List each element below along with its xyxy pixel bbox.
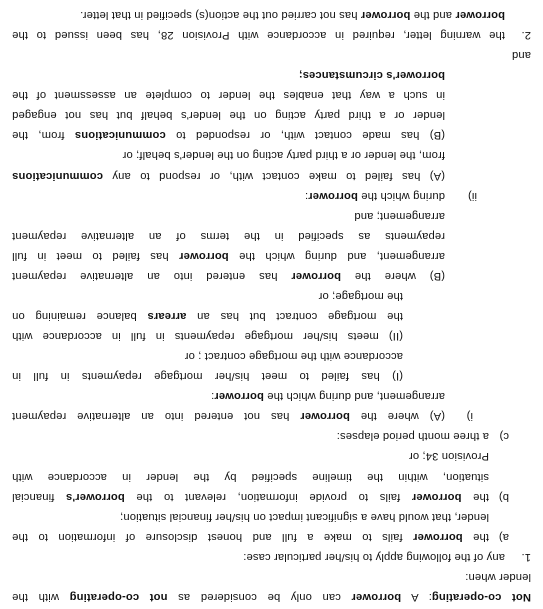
defined-term: borrower's bbox=[65, 490, 125, 503]
defined-term: communications bbox=[12, 169, 103, 182]
subitem-ii-text: during which the borrower: bbox=[304, 189, 445, 202]
item-a-text: the borrower fails to make a full and honest disclosure of information to the bbox=[12, 530, 489, 543]
subitem-ii-a-text: (A) has failed to make contact with, or respond to any communications bbox=[12, 169, 445, 182]
defined-term: arrears bbox=[147, 310, 187, 322]
clause-ii-text: (II) meets his/her mortgage repayments in full in accordance with bbox=[12, 330, 403, 343]
item-number: 2. bbox=[521, 29, 531, 42]
defined-term: borrower bbox=[411, 490, 462, 503]
item-b-text-cont: situation, within the timeline specified by the lender in accordance with bbox=[12, 470, 489, 483]
item-1-text: any of the following apply to his/her particular case: bbox=[243, 550, 505, 563]
subitem-i-b-text-cont2: repayments as specified in the terms of an alternative repayment bbox=[12, 229, 445, 242]
item-2-text-cont: borrower and the borrower has not carried out the action(s) specified in that letter. bbox=[79, 9, 505, 21]
subitem-ii-b-text-cont: lender or a third party acting on the lender's behalf but has not engaged bbox=[12, 109, 445, 122]
item-letter: a) bbox=[498, 530, 509, 543]
definition-line-2: lender when: bbox=[465, 570, 531, 583]
item-c-text: a three month period elapses: bbox=[336, 430, 489, 443]
defined-term: borrower bbox=[308, 189, 358, 202]
defined-term: not co-operating bbox=[69, 591, 168, 603]
defined-term: borrower bbox=[291, 269, 341, 282]
defined-term: borrower bbox=[300, 410, 350, 423]
defined-term: borrower bbox=[214, 390, 264, 403]
defined-term: communications bbox=[74, 129, 166, 142]
subitem-i-a-text: (A) where the borrower has not entered into an alternative repayment bbox=[12, 410, 445, 423]
subitem-numeral: i) bbox=[466, 410, 473, 423]
clause-i-text-cont: accordance with the mortgage contract ; or bbox=[184, 350, 403, 363]
subitem-numeral: ii) bbox=[467, 189, 477, 202]
subitem-i-b-text: (B) where the borrower has entered into an alternative repayment bbox=[12, 269, 445, 282]
definition-line-1: Not co-operating: A borrower can only be considered as not co-operating with the bbox=[11, 591, 531, 603]
item-b-text: the borrower fails to provide information, relevant to the borrower's financial bbox=[11, 490, 489, 503]
item-number: 1. bbox=[521, 550, 531, 563]
item-2-text: the warning letter, required in accordance with Provision 28, has been issued to the bbox=[12, 29, 505, 42]
defined-term: borrower bbox=[455, 9, 505, 21]
defined-term-heading: Not co-operating bbox=[431, 591, 531, 603]
defined-term: borrower bbox=[178, 249, 229, 262]
item-letter: b) bbox=[498, 490, 509, 503]
subitem-ii-b-text-end: borrower's circumstances; bbox=[298, 69, 445, 82]
clause-i-text: (I) has failed to meet his/her mortgage repayments in full in bbox=[12, 370, 403, 383]
item-a-text-cont: lender, that would have a significant impact on his/her financial situation; bbox=[120, 510, 489, 523]
subitem-i-b-text-cont: arrangement, and during which the borrower has failed to meet in full bbox=[12, 249, 445, 262]
clause-ii-text-end: the mortgage; or bbox=[318, 290, 403, 302]
defined-term: borrower bbox=[360, 9, 411, 21]
subitem-i-b-text-end: arrangement; and bbox=[354, 209, 445, 222]
defined-term: borrower bbox=[351, 591, 402, 603]
item-letter: c) bbox=[499, 430, 509, 443]
subitem-i-a-text-cont: arrangement, and during which the borrower: bbox=[210, 390, 445, 403]
conjunction: and bbox=[511, 49, 531, 62]
item-b-text-end: Provision 34; or bbox=[408, 450, 489, 463]
subitem-ii-b-text: (B) has made contact with, or responded to communications from, the bbox=[12, 129, 445, 142]
clause-ii-text-cont: the mortgage contract but has an arrears balance remaining on bbox=[12, 310, 403, 322]
subitem-ii-a-text-cont: from, the lender or a third party acting on the lender's behalf; or bbox=[122, 149, 445, 162]
subitem-ii-b-text-cont2: in such a way that enables the lender to complete an assessment of the bbox=[12, 89, 445, 102]
defined-term: borrower bbox=[412, 530, 463, 543]
